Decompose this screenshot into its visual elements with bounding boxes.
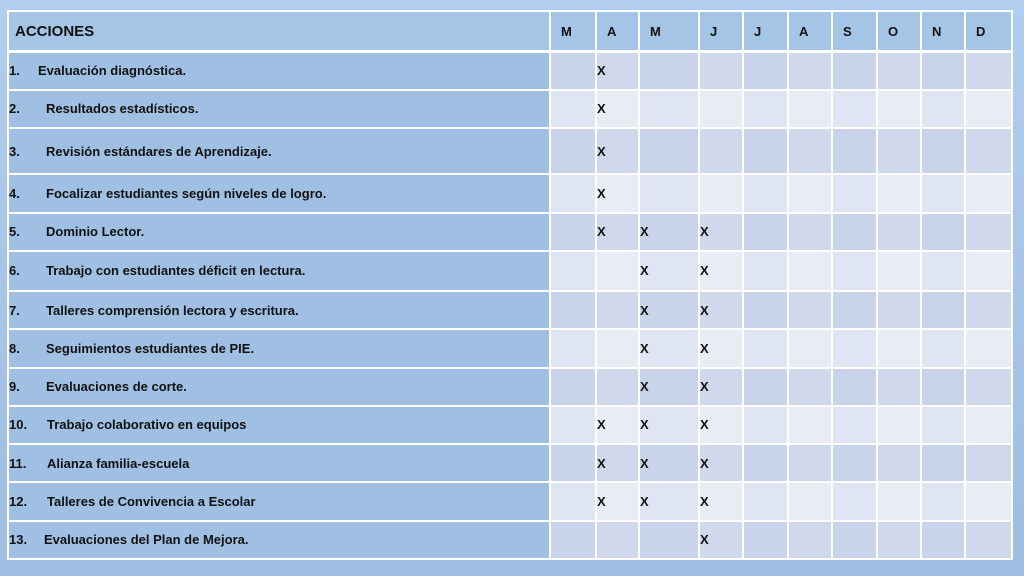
- month-cell: [550, 174, 596, 212]
- month-cell: [699, 52, 743, 90]
- action-plan-table: [7, 10, 1013, 560]
- month-cell: X: [699, 291, 743, 329]
- month-cell: X: [639, 251, 699, 291]
- action-label: Dominio Lector.: [46, 224, 145, 240]
- month-cell: [743, 368, 788, 406]
- month-cell: [877, 52, 921, 90]
- month-cell: X: [639, 329, 699, 367]
- month-cell: [699, 90, 743, 128]
- month-cell: [877, 482, 921, 520]
- month-cell: [596, 291, 639, 329]
- month-cell: [639, 52, 699, 90]
- month-cell: [965, 128, 1012, 174]
- action-cell: [8, 251, 550, 291]
- month-cell: [596, 329, 639, 367]
- month-cell: [921, 368, 965, 406]
- month-cell: [743, 251, 788, 291]
- action-cell: [8, 329, 550, 367]
- month-cell: [921, 90, 965, 128]
- month-cell: [639, 128, 699, 174]
- month-cell: [921, 329, 965, 367]
- month-cell: [596, 251, 639, 291]
- action-number: 11.: [9, 455, 27, 471]
- month-cell: [788, 251, 832, 291]
- month-cell: [921, 128, 965, 174]
- month-cell: X: [699, 521, 743, 559]
- table-row: [8, 251, 1012, 291]
- action-label: Focalizar estudiantes según niveles de logro.: [46, 185, 327, 201]
- month-cell: [832, 368, 877, 406]
- month-cell: [921, 291, 965, 329]
- month-cell: [965, 174, 1012, 212]
- month-cell: [877, 368, 921, 406]
- action-label: Alianza familia-escuela: [47, 455, 190, 471]
- month-header: A: [788, 11, 832, 52]
- month-cell: [788, 368, 832, 406]
- action-label: Trabajo colaborativo en equipos: [47, 417, 247, 433]
- action-number: 1.: [9, 63, 20, 79]
- action-cell: [8, 406, 550, 444]
- table-row: [8, 406, 1012, 444]
- action-number: 3.: [9, 143, 20, 159]
- month-cell: [743, 291, 788, 329]
- action-number: 8.: [9, 340, 20, 356]
- month-header: A: [596, 11, 639, 52]
- month-cell: [788, 128, 832, 174]
- month-cell: [550, 482, 596, 520]
- action-number: 5.: [9, 224, 20, 240]
- month-cell: [699, 128, 743, 174]
- month-cell: [965, 329, 1012, 367]
- table-row: [8, 90, 1012, 128]
- month-header: D: [965, 11, 1012, 52]
- action-label: Seguimientos estudiantes de PIE.: [46, 340, 255, 356]
- month-cell: [639, 90, 699, 128]
- month-cell: [550, 128, 596, 174]
- table-row: [8, 52, 1012, 90]
- month-cell: [788, 174, 832, 212]
- month-cell: [550, 291, 596, 329]
- month-header: M: [639, 11, 699, 52]
- month-cell: [550, 521, 596, 559]
- month-cell: [877, 128, 921, 174]
- month-cell: X: [699, 406, 743, 444]
- month-cell: [832, 128, 877, 174]
- month-cell: X: [699, 482, 743, 520]
- month-header: J: [699, 11, 743, 52]
- action-cell: [8, 90, 550, 128]
- month-cell: [550, 251, 596, 291]
- action-cell: [8, 213, 550, 251]
- action-number: 7.: [9, 302, 20, 318]
- action-number: 6.: [9, 263, 20, 279]
- month-cell: [743, 444, 788, 482]
- month-cell: [639, 174, 699, 212]
- month-cell: X: [639, 444, 699, 482]
- month-cell: [743, 406, 788, 444]
- month-cell: [832, 174, 877, 212]
- month-cell: [832, 213, 877, 251]
- month-header: O: [877, 11, 921, 52]
- month-cell: [550, 406, 596, 444]
- month-cell: X: [639, 482, 699, 520]
- month-cell: [639, 521, 699, 559]
- month-cell: [965, 90, 1012, 128]
- table-row: [8, 329, 1012, 367]
- month-cell: [743, 521, 788, 559]
- month-cell: [921, 444, 965, 482]
- month-cell: [743, 52, 788, 90]
- month-cell: X: [596, 174, 639, 212]
- month-cell: [743, 329, 788, 367]
- month-cell: [965, 521, 1012, 559]
- action-label: Resultados estadísticos.: [46, 101, 199, 117]
- month-cell: [743, 128, 788, 174]
- action-label: Trabajo con estudiantes déficit en lectura.: [46, 263, 306, 279]
- action-cell: [8, 128, 550, 174]
- header-row: [8, 11, 1012, 52]
- month-cell: [743, 90, 788, 128]
- month-cell: X: [596, 128, 639, 174]
- action-label: Talleres de Convivencia a Escolar: [47, 493, 256, 509]
- month-cell: [921, 406, 965, 444]
- month-cell: [965, 406, 1012, 444]
- month-cell: X: [699, 213, 743, 251]
- month-header: N: [921, 11, 965, 52]
- month-cell: [832, 521, 877, 559]
- action-cell: [8, 52, 550, 90]
- month-cell: [877, 406, 921, 444]
- month-cell: [921, 174, 965, 212]
- month-cell: [832, 291, 877, 329]
- month-cell: [550, 90, 596, 128]
- month-cell: [965, 213, 1012, 251]
- month-cell: [877, 174, 921, 212]
- month-cell: [743, 174, 788, 212]
- month-cell: [788, 291, 832, 329]
- month-header: M: [550, 11, 596, 52]
- month-cell: [550, 368, 596, 406]
- month-cell: [832, 482, 877, 520]
- month-cell: [965, 444, 1012, 482]
- month-cell: [832, 444, 877, 482]
- action-number: 4.: [9, 185, 20, 201]
- month-cell: [877, 329, 921, 367]
- month-cell: [788, 521, 832, 559]
- month-cell: [921, 521, 965, 559]
- month-cell: [877, 90, 921, 128]
- month-cell: [596, 521, 639, 559]
- month-cell: X: [596, 482, 639, 520]
- action-cell: [8, 444, 550, 482]
- action-label: Evaluaciones de corte.: [46, 379, 187, 395]
- action-cell: [8, 368, 550, 406]
- table-row: [8, 444, 1012, 482]
- action-number: 12.: [9, 493, 28, 509]
- action-number: 2.: [9, 101, 20, 117]
- month-header: J: [743, 11, 788, 52]
- month-cell: [788, 444, 832, 482]
- action-cell: [8, 174, 550, 212]
- month-cell: [877, 291, 921, 329]
- month-cell: [788, 213, 832, 251]
- table-row: [8, 128, 1012, 174]
- month-cell: [965, 482, 1012, 520]
- month-cell: [550, 52, 596, 90]
- month-cell: [877, 251, 921, 291]
- month-cell: [921, 251, 965, 291]
- month-cell: [788, 52, 832, 90]
- month-cell: X: [639, 213, 699, 251]
- month-cell: [877, 213, 921, 251]
- month-cell: [877, 444, 921, 482]
- table-row: [8, 291, 1012, 329]
- month-cell: X: [639, 406, 699, 444]
- month-cell: [921, 213, 965, 251]
- month-cell: [743, 213, 788, 251]
- month-cell: [788, 482, 832, 520]
- month-cell: X: [639, 291, 699, 329]
- action-label: Talleres comprensión lectora y escritura.: [46, 302, 299, 318]
- action-label: Revisión estándares de Aprendizaje.: [46, 143, 272, 159]
- month-cell: [832, 90, 877, 128]
- actions-header: ACCIONES: [8, 11, 550, 52]
- month-cell: [788, 90, 832, 128]
- month-cell: X: [596, 213, 639, 251]
- month-cell: [832, 251, 877, 291]
- table-row: [8, 482, 1012, 520]
- month-cell: X: [596, 90, 639, 128]
- month-cell: X: [596, 52, 639, 90]
- action-cell: [8, 291, 550, 329]
- month-cell: [965, 291, 1012, 329]
- month-cell: [965, 368, 1012, 406]
- month-cell: [699, 174, 743, 212]
- table-row: [8, 174, 1012, 212]
- month-cell: [743, 482, 788, 520]
- month-cell: [832, 329, 877, 367]
- month-cell: [832, 406, 877, 444]
- month-cell: X: [596, 444, 639, 482]
- action-number: 13.: [9, 532, 28, 548]
- action-cell: [8, 521, 550, 559]
- month-cell: X: [699, 251, 743, 291]
- month-cell: X: [699, 329, 743, 367]
- action-number: 10.: [9, 417, 28, 433]
- action-number: 9.: [9, 379, 20, 395]
- month-cell: [550, 444, 596, 482]
- month-header: S: [832, 11, 877, 52]
- month-cell: [550, 213, 596, 251]
- month-cell: [550, 329, 596, 367]
- month-cell: [921, 52, 965, 90]
- month-cell: [788, 329, 832, 367]
- table-row: [8, 521, 1012, 559]
- month-cell: [921, 482, 965, 520]
- month-cell: X: [699, 368, 743, 406]
- month-cell: X: [639, 368, 699, 406]
- month-cell: [965, 251, 1012, 291]
- action-label: Evaluaciones del Plan de Mejora.: [44, 532, 249, 548]
- month-cell: [832, 52, 877, 90]
- action-label: Evaluación diagnóstica.: [38, 63, 187, 79]
- table-row: [8, 213, 1012, 251]
- month-cell: [965, 52, 1012, 90]
- action-cell: [8, 482, 550, 520]
- month-cell: X: [699, 444, 743, 482]
- month-cell: [596, 368, 639, 406]
- month-cell: X: [596, 406, 639, 444]
- month-cell: [877, 521, 921, 559]
- table-row: [8, 368, 1012, 406]
- month-cell: [788, 406, 832, 444]
